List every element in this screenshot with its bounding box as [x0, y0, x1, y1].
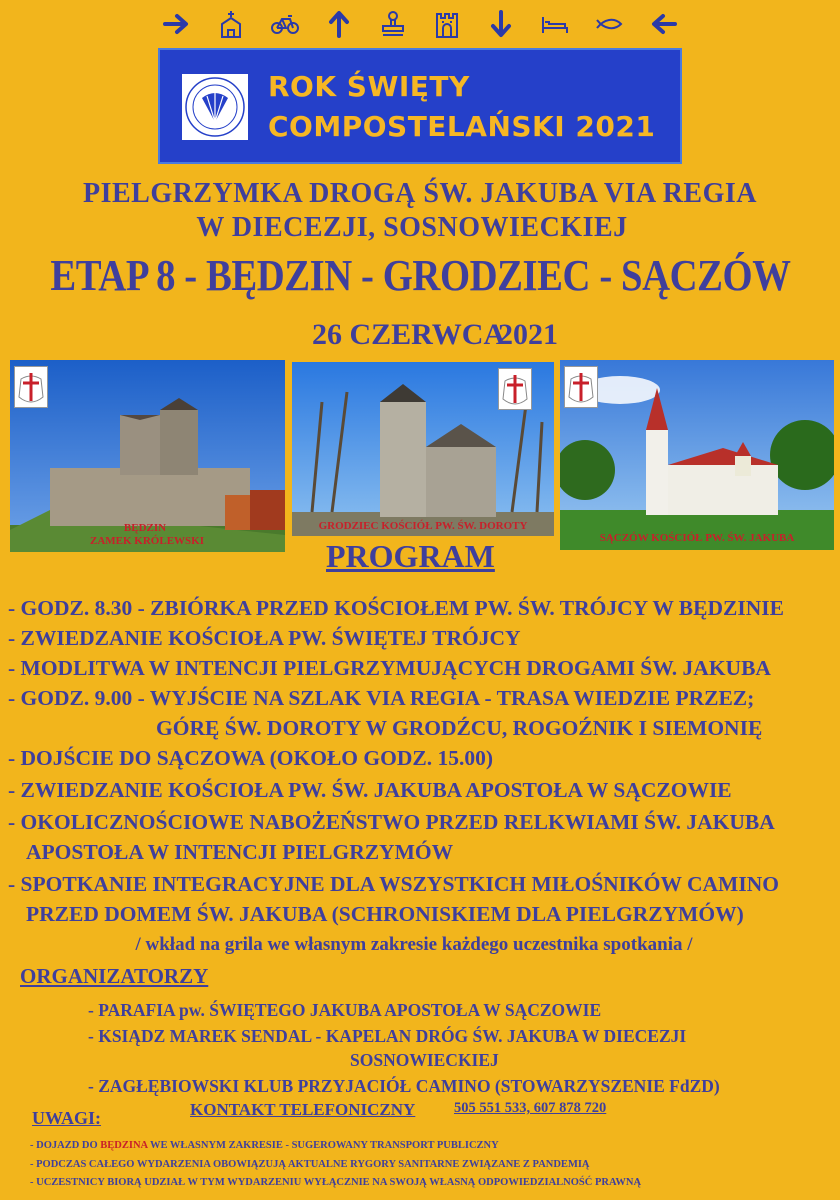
- camino-cross-badge: [498, 368, 532, 410]
- arrow-down-icon: [484, 7, 518, 41]
- notes-item: - DOJAZD DO BĘDZINA WE WŁASNYM ZAKRESIE - SUGEROWANY TRANSPORT PUBLICZNY: [30, 1140, 499, 1151]
- photo-caption: GRODZIEC KOŚCIÓŁ PW. ŚW. DOROTY: [318, 520, 528, 532]
- arrow-up-icon: [322, 7, 356, 41]
- photo-caption: ZAMEK KRÓLEWSKI: [90, 535, 204, 547]
- stage-title: ETAP 8 - BĘDZIN - GRODZIEC - SĄCZÓW: [50, 251, 791, 300]
- program-item: - MODLITWA W INTENCJI PIELGRZYMUJĄCYCH DROGAMI ŚW. JAKUBA: [8, 656, 771, 680]
- program-item: - GODZ. 8.30 - ZBIÓRKA PRZED KOŚCIOŁEM PW. ŚW. TRÓJCY W BĘDZINIE: [8, 596, 784, 620]
- bicycle-icon: [268, 7, 302, 41]
- organizer-item-continued: SOSNOWIECKIEJ: [350, 1050, 499, 1070]
- photo-bedzin-castle: [10, 360, 285, 552]
- title-line-2: W DIECEZJI, SOSNOWIECKIEJ: [196, 212, 628, 243]
- castle-gate-icon: [430, 7, 464, 41]
- date-day: 26 CZERWCA: [312, 318, 506, 351]
- date-year: 2021: [498, 318, 558, 351]
- program-item-continued: GÓRĘ ŚW. DOROTY W GRODŹCU, ROGOŹNIK I SIEMONIĘ: [156, 716, 763, 740]
- compostela-logo: [182, 74, 248, 140]
- church-icon: [214, 7, 248, 41]
- photo-caption: BĘDZIN: [123, 522, 167, 534]
- camino-cross-badge: [564, 366, 598, 408]
- fish-icon: [592, 7, 626, 41]
- organizer-item: - KSIĄDZ MAREK SENDAL - KAPELAN DRÓG ŚW. JAKUBA W DIECEZJI: [88, 1026, 687, 1046]
- notes-item: - UCZESTNICY BIORĄ UDZIAŁ W TYM WYDARZENIU WYŁĄCZNIE NA SWOJĄ WŁASNĄ ODPOWIEDZIALNOŚĆ PRAWNĄ: [30, 1177, 642, 1188]
- contact-label: KONTAKT TELEFONICZNY: [190, 1100, 416, 1119]
- pictogram-row: [160, 6, 680, 42]
- organizer-item: - PARAFIA pw. ŚWIĘTEGO JAKUBA APOSTOŁA W SĄCZOWIE: [88, 1000, 602, 1020]
- notes-highlight: BĘDZINA: [100, 1140, 148, 1151]
- photo-saczow-church: [560, 360, 834, 550]
- organizer-item: - ZAGŁĘBIOWSKI KLUB PRZYJACIÓŁ CAMINO (STOWARZYSZENIE FdZD): [88, 1076, 720, 1096]
- title-line-1: PIELGRZYMKA DROGĄ ŚW. JAKUBA VIA REGIA: [82, 178, 757, 209]
- notes-title: UWAGI:: [32, 1108, 102, 1128]
- arrow-right-icon: [160, 7, 194, 41]
- camino-cross-badge: [14, 366, 48, 408]
- banner-line-2: COMPOSTELAŃSKI 2021: [268, 110, 656, 143]
- program-title: PROGRAM: [326, 538, 495, 574]
- stamp-icon: [376, 7, 410, 41]
- holy-year-banner: [158, 48, 682, 164]
- photo-caption: SĄCZÓW KOŚCIÓŁ PW. ŚW. JAKUBA: [599, 532, 795, 544]
- program-item: - OKOLICZNOŚCIOWE NABOŻEŃSTWO PRZED RELKWIAMI ŚW. JAKUBA: [8, 810, 775, 834]
- program-item: - GODZ. 9.00 - WYJŚCIE NA SZLAK VIA REGIA - TRASA WIEDZIE PRZEZ;: [8, 686, 755, 710]
- program-item: - SPOTKANIE INTEGRACYJNE DLA WSZYSTKICH MIŁOŚNIKÓW CAMINO: [8, 872, 779, 896]
- barbecue-note: / wkład na grila we własnym zakresie każdego uczestnika spotkania /: [135, 934, 693, 955]
- bed-icon: [538, 7, 572, 41]
- photo-grodziec-church: [292, 362, 554, 536]
- organizers-title: ORGANIZATORZY: [20, 964, 209, 988]
- arrow-left-icon: [646, 7, 680, 41]
- contact-phones: 505 551 533, 607 878 720: [454, 1100, 607, 1116]
- program-item-continued: PRZED DOMEM ŚW. JAKUBA (SCHRONISKIEM DLA PIELGRZYMÓW): [26, 902, 744, 926]
- program-item: - ZWIEDZANIE KOŚCIOŁA PW. ŚW. JAKUBA APOSTOŁA W SĄCZOWIE: [8, 778, 732, 802]
- program-item-continued: APOSTOŁA W INTENCJI PIELGRZYMÓW: [26, 840, 454, 864]
- banner-line-1: ROK ŚWIĘTY: [268, 70, 470, 103]
- notes-item: - PODCZAS CAŁEGO WYDARZENIA OBOWIĄZUJĄ AKTUALNE RYGORY SANITARNE ZWIĄZANE Z PANDEMIĄ: [30, 1159, 590, 1170]
- program-item: - ZWIEDZANIE KOŚCIOŁA PW. ŚWIĘTEJ TRÓJCY: [8, 626, 521, 650]
- program-item: - DOJŚCIE DO SĄCZOWA (OKOŁO GODZ. 15.00): [8, 746, 493, 770]
